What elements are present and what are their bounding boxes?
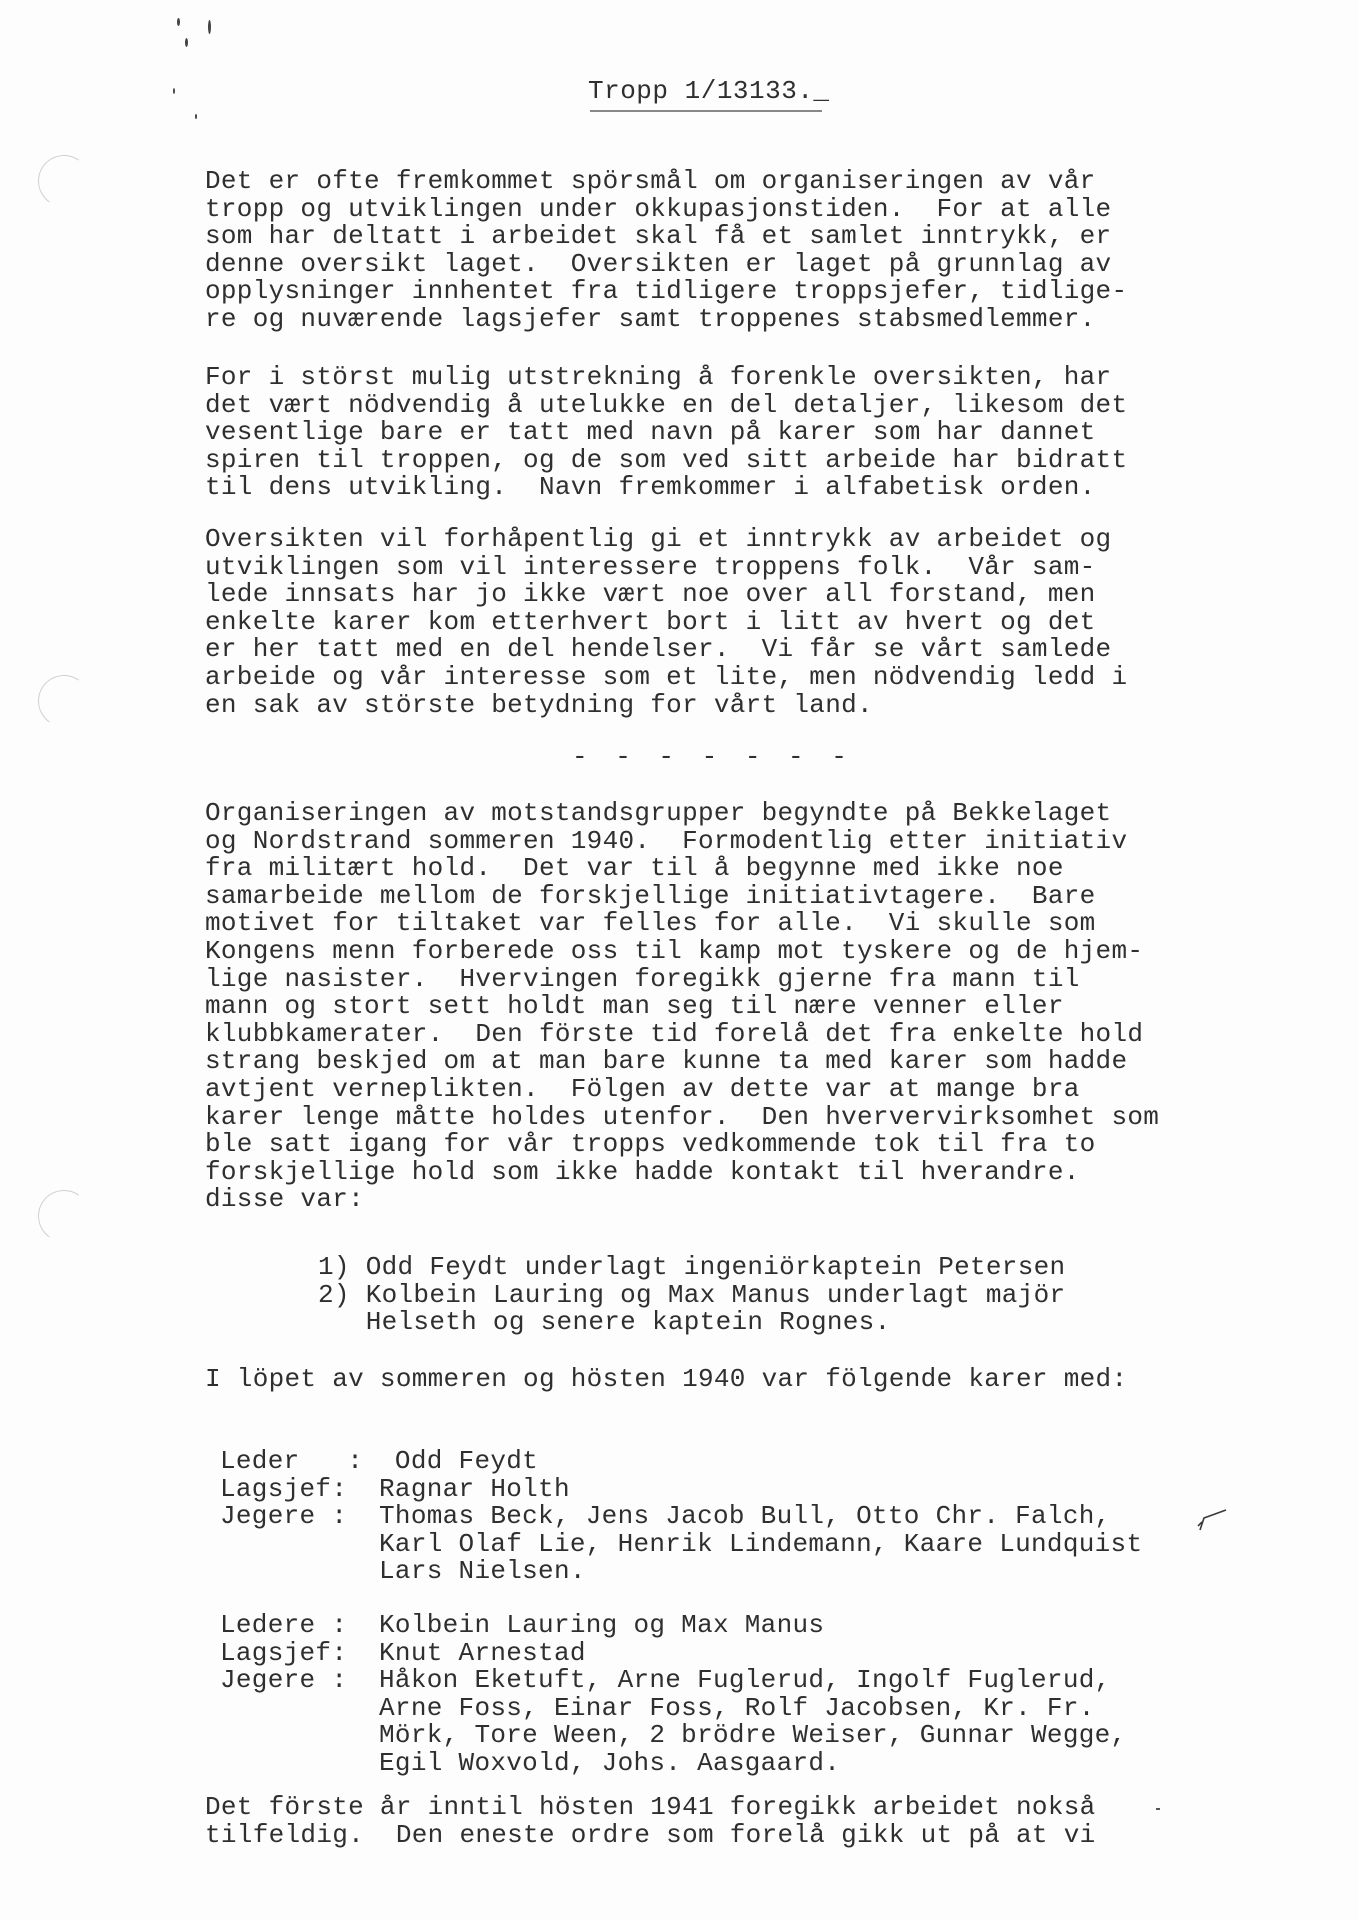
handwritten-tick-mark <box>1196 1504 1236 1534</box>
section-separator: - - - - - - - <box>572 742 853 772</box>
numbered-list: 1) Odd Feydt underlagt ingeniörkaptein Petersen 2) Kolbein Lauring og Max Manus underlagt majör Helseth og senere kaptein Rognes. <box>318 1252 1066 1338</box>
roster-group-1: Leder : Odd Feydt Lagsjef: Ragnar Holth Jegere : Thomas Beck, Jens Jacob Bull, Otto Chr. Falch, Karl Olaf Lie, Henrik Lindemann, Kaare Lundquist Lars Nielsen. <box>220 1446 1143 1587</box>
document-title: Tropp 1/13133._ <box>588 76 830 106</box>
roster-group-2: Ledere : Kolbein Lauring og Max Manus Lagsjef: Knut Arnestad Jegere : Håkon Eketuft, Arne Fuglerud, Ingolf Fuglerud, Arne Foss, Einar Foss, Rolf Jacobsen, Kr. Fr. Mörk, Tore Ween, 2 brödre Weiser, Gunnar Wegge, Egil Woxvold, Johs. Aasgaard. <box>220 1610 1127 1778</box>
pen-mark <box>1156 1808 1160 1810</box>
punch-hole <box>34 151 94 211</box>
ink-specks <box>165 10 225 130</box>
paragraph-first-year: Det förste år inntil hösten 1941 foregikk arbeidet nokså tilfeldig. Den eneste ordre som forelå gikk ut på at vi <box>205 1792 1096 1850</box>
punch-hole <box>34 671 94 731</box>
paragraph-intro: Det er ofte fremkommet spörsmål om organiseringen av vår tropp og utviklingen under okkupasjonstiden. For at alle som har deltatt i arbeidet skal få et samlet inntrykk, er denne oversikt laget. Oversikten er laget på grunnlag av opplysninger innhentet fra tidligere troppsjefer, tidlige- re og nuværende lagsjefer samt troppenes stabsmedlemmer. <box>205 166 1128 334</box>
punch-hole <box>34 1186 94 1246</box>
paragraph-purpose: Oversikten vil forhåpentlig gi et inntrykk av arbeidet og utviklingen som vil interessere troppens folk. Vår sam- lede innsats har jo ikke vært noe over all forstand, men enkelte karer kom etterhvert bort i litt av hvert og det er her tatt med en del hendelser. Vi får se vårt samlede arbeide og vår interesse som et lite, men nödvendig ledd i en sak av störste betydning for vårt land. <box>205 524 1128 720</box>
paragraph-organisation: Organiseringen av motstandsgrupper begyndte på Bekkelaget og Nordstrand sommeren 1940. Formodentlig etter initiativ fra militært hold. Det var til å begynne med ikke noe samarbeide mellom de forskjellige initiativtagere. Bare motivet for tiltaket var felles for alle. Vi skulle som Kongens menn forberede oss til kamp mot tyskere og de hjem- lige nasister. Hvervingen foregikk gjerne fra mann til mann og stort sett holdt man seg til nære venner eller klubbkamerater. Den förste tid forelå det fra enkelte hold strang beskjed om at man bare kunne ta med karer som hadde avtjent verneplikten. Fölgen av dette var at mange bra karer lenge måtte holdes utenfor. Den hververvirksomhet som ble satt igang for vår tropps vedkommende tok til fra to forskjellige hold som ikke hadde kontakt til hverandre. disse var: <box>205 798 1160 1215</box>
paragraph-scope: For i störst mulig utstrekning å forenkle oversikten, har det vært nödvendig å utelukke en del detaljer, likesom det vesentlige bare er tatt med navn på karer som har dannet spiren til troppen, og de som ved sitt arbeide har bidratt til dens utvikling. Navn fremkommer i alfabetisk orden. <box>205 362 1128 503</box>
title-underline <box>590 110 822 112</box>
paragraph-members-intro: I löpet av sommeren og hösten 1940 var fölgende karer med: <box>205 1364 1128 1394</box>
